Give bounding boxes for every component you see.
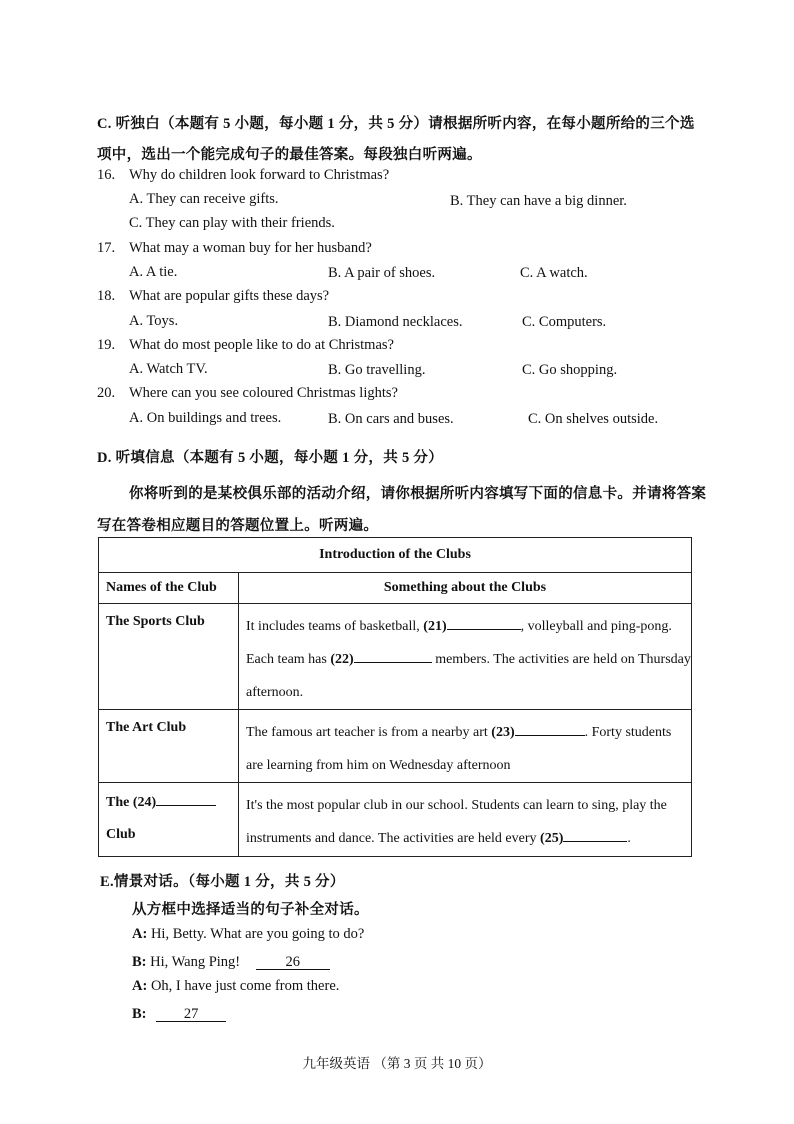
blank-label-22: (22) [330, 652, 354, 667]
blank-label-23: (23) [491, 725, 515, 740]
answer-blank-22[interactable] [354, 661, 432, 663]
clubs-info-table [98, 537, 692, 857]
club-description [239, 604, 692, 710]
option-a: A. They can receive gifts. [129, 191, 279, 207]
club-name-suffix: Club [106, 827, 136, 842]
description-text: . Forty students are learning from him on Wednesday afternoon [246, 725, 672, 773]
option-b: B. Diamond necklaces. [328, 314, 463, 330]
option-a: A. A tie. [129, 264, 178, 280]
answer-blank-24[interactable] [156, 804, 216, 806]
question-number: 16. [97, 167, 116, 183]
question-number: 20. [97, 385, 116, 401]
table-row [99, 710, 692, 783]
option-b: B. On cars and buses. [328, 411, 454, 427]
dialogue-text: Oh, I have just come from there. [150, 978, 340, 994]
dialogue-line [132, 926, 364, 943]
page-footer: 九年级英语 （第 3 页 共 10 页） [302, 1056, 492, 1071]
question-text: Where can you see coloured Christmas lights? [129, 385, 398, 401]
section-d-heading: D. 听填信息（本题有 5 小题，每小题 1 分，共 5 分） [97, 450, 444, 466]
description-text: The famous art teacher is from a nearby art [246, 725, 492, 740]
question-text: Why do children look forward to Christmas? [129, 167, 390, 183]
description-text: , volleyball and ping-pong. Each team has [246, 619, 672, 667]
description-text: members. The activities are held on Thursday afternoon. [246, 652, 691, 700]
option-c: C. A watch. [520, 265, 588, 281]
dialogue-line [132, 978, 339, 995]
section-c-heading-line1: C. 听独白（本题有 5 小题，每小题 1 分，共 5 分）请根据所听内容，在每小题所给的三个选 [97, 116, 695, 132]
club-name [99, 783, 239, 857]
dialogue-line [132, 1006, 226, 1023]
description-text: It's the most popular club in our school. Students can learn to sing, play the instruments and dance. The activities are held every [246, 798, 667, 846]
section-d-instruction-line1: 你将听到的是某校俱乐部的活动介绍，请你根据所听内容填写下面的信息卡。并请将答案 [129, 486, 707, 502]
table-title: Introduction of the Clubs [99, 538, 692, 573]
answer-blank-25[interactable] [563, 840, 627, 842]
description-text: It includes teams of basketball, [246, 619, 424, 634]
speaker: B: [132, 1006, 147, 1022]
dialogue-text: Hi, Wang Ping! [150, 954, 241, 970]
option-b: B. A pair of shoes. [328, 265, 436, 281]
answer-blank-27[interactable]: 27 [156, 1007, 226, 1022]
blank-label-25: (25) [540, 831, 564, 846]
question-number: 18. [97, 288, 116, 304]
speaker: B: [132, 954, 147, 970]
option-c: C. Computers. [522, 314, 607, 330]
answer-blank-26[interactable]: 26 [256, 955, 330, 970]
dialogue-line [132, 954, 330, 971]
section-e-instruction: 从方框中选择适当的句子补全对话。 [132, 902, 369, 918]
question-text: What do most people like to do at Christmas? [129, 337, 394, 353]
club-description [239, 710, 692, 783]
club-name: The Sports Club [99, 604, 239, 710]
question-number: 17. [97, 240, 116, 256]
question-text: What may a woman buy for her husband? [129, 240, 372, 256]
question-number: 19. [97, 337, 116, 353]
question-text: What are popular gifts these days? [129, 288, 330, 304]
club-description [239, 783, 692, 857]
option-a: A. On buildings and trees. [129, 410, 282, 426]
dialogue-text: Hi, Betty. What are you going to do? [150, 926, 365, 942]
table-row [99, 783, 692, 857]
option-b: B. Go travelling. [328, 362, 426, 378]
answer-blank-23[interactable] [515, 734, 585, 736]
option-a: A. Watch TV. [129, 361, 208, 377]
blank-label-21: (21) [423, 619, 447, 634]
speaker: A: [132, 926, 148, 942]
description-text: . [627, 831, 631, 846]
club-name-prefix: The (24) [106, 795, 157, 810]
column-header-club-info: Something about the Clubs [239, 573, 692, 604]
option-c: C. They can play with their friends. [129, 215, 335, 231]
speaker: A: [132, 978, 148, 994]
section-c-heading-line2: 项中，选出一个能完成句子的最佳答案。每段独白听两遍。 [97, 147, 482, 163]
club-name: The Art Club [99, 710, 239, 783]
section-e-heading: E.情景对话。（每小题 1 分，共 5 分） [100, 874, 345, 890]
section-d-instruction-line2: 写在答卷相应题目的答题位置上。听两遍。 [97, 518, 379, 534]
column-header-club-name: Names of the Club [99, 573, 239, 604]
option-b: B. They can have a big dinner. [450, 193, 627, 209]
option-c: C. On shelves outside. [528, 411, 659, 427]
answer-blank-21[interactable] [447, 628, 521, 630]
table-row [99, 604, 692, 710]
option-a: A. Toys. [129, 313, 179, 329]
option-c: C. Go shopping. [522, 362, 618, 378]
